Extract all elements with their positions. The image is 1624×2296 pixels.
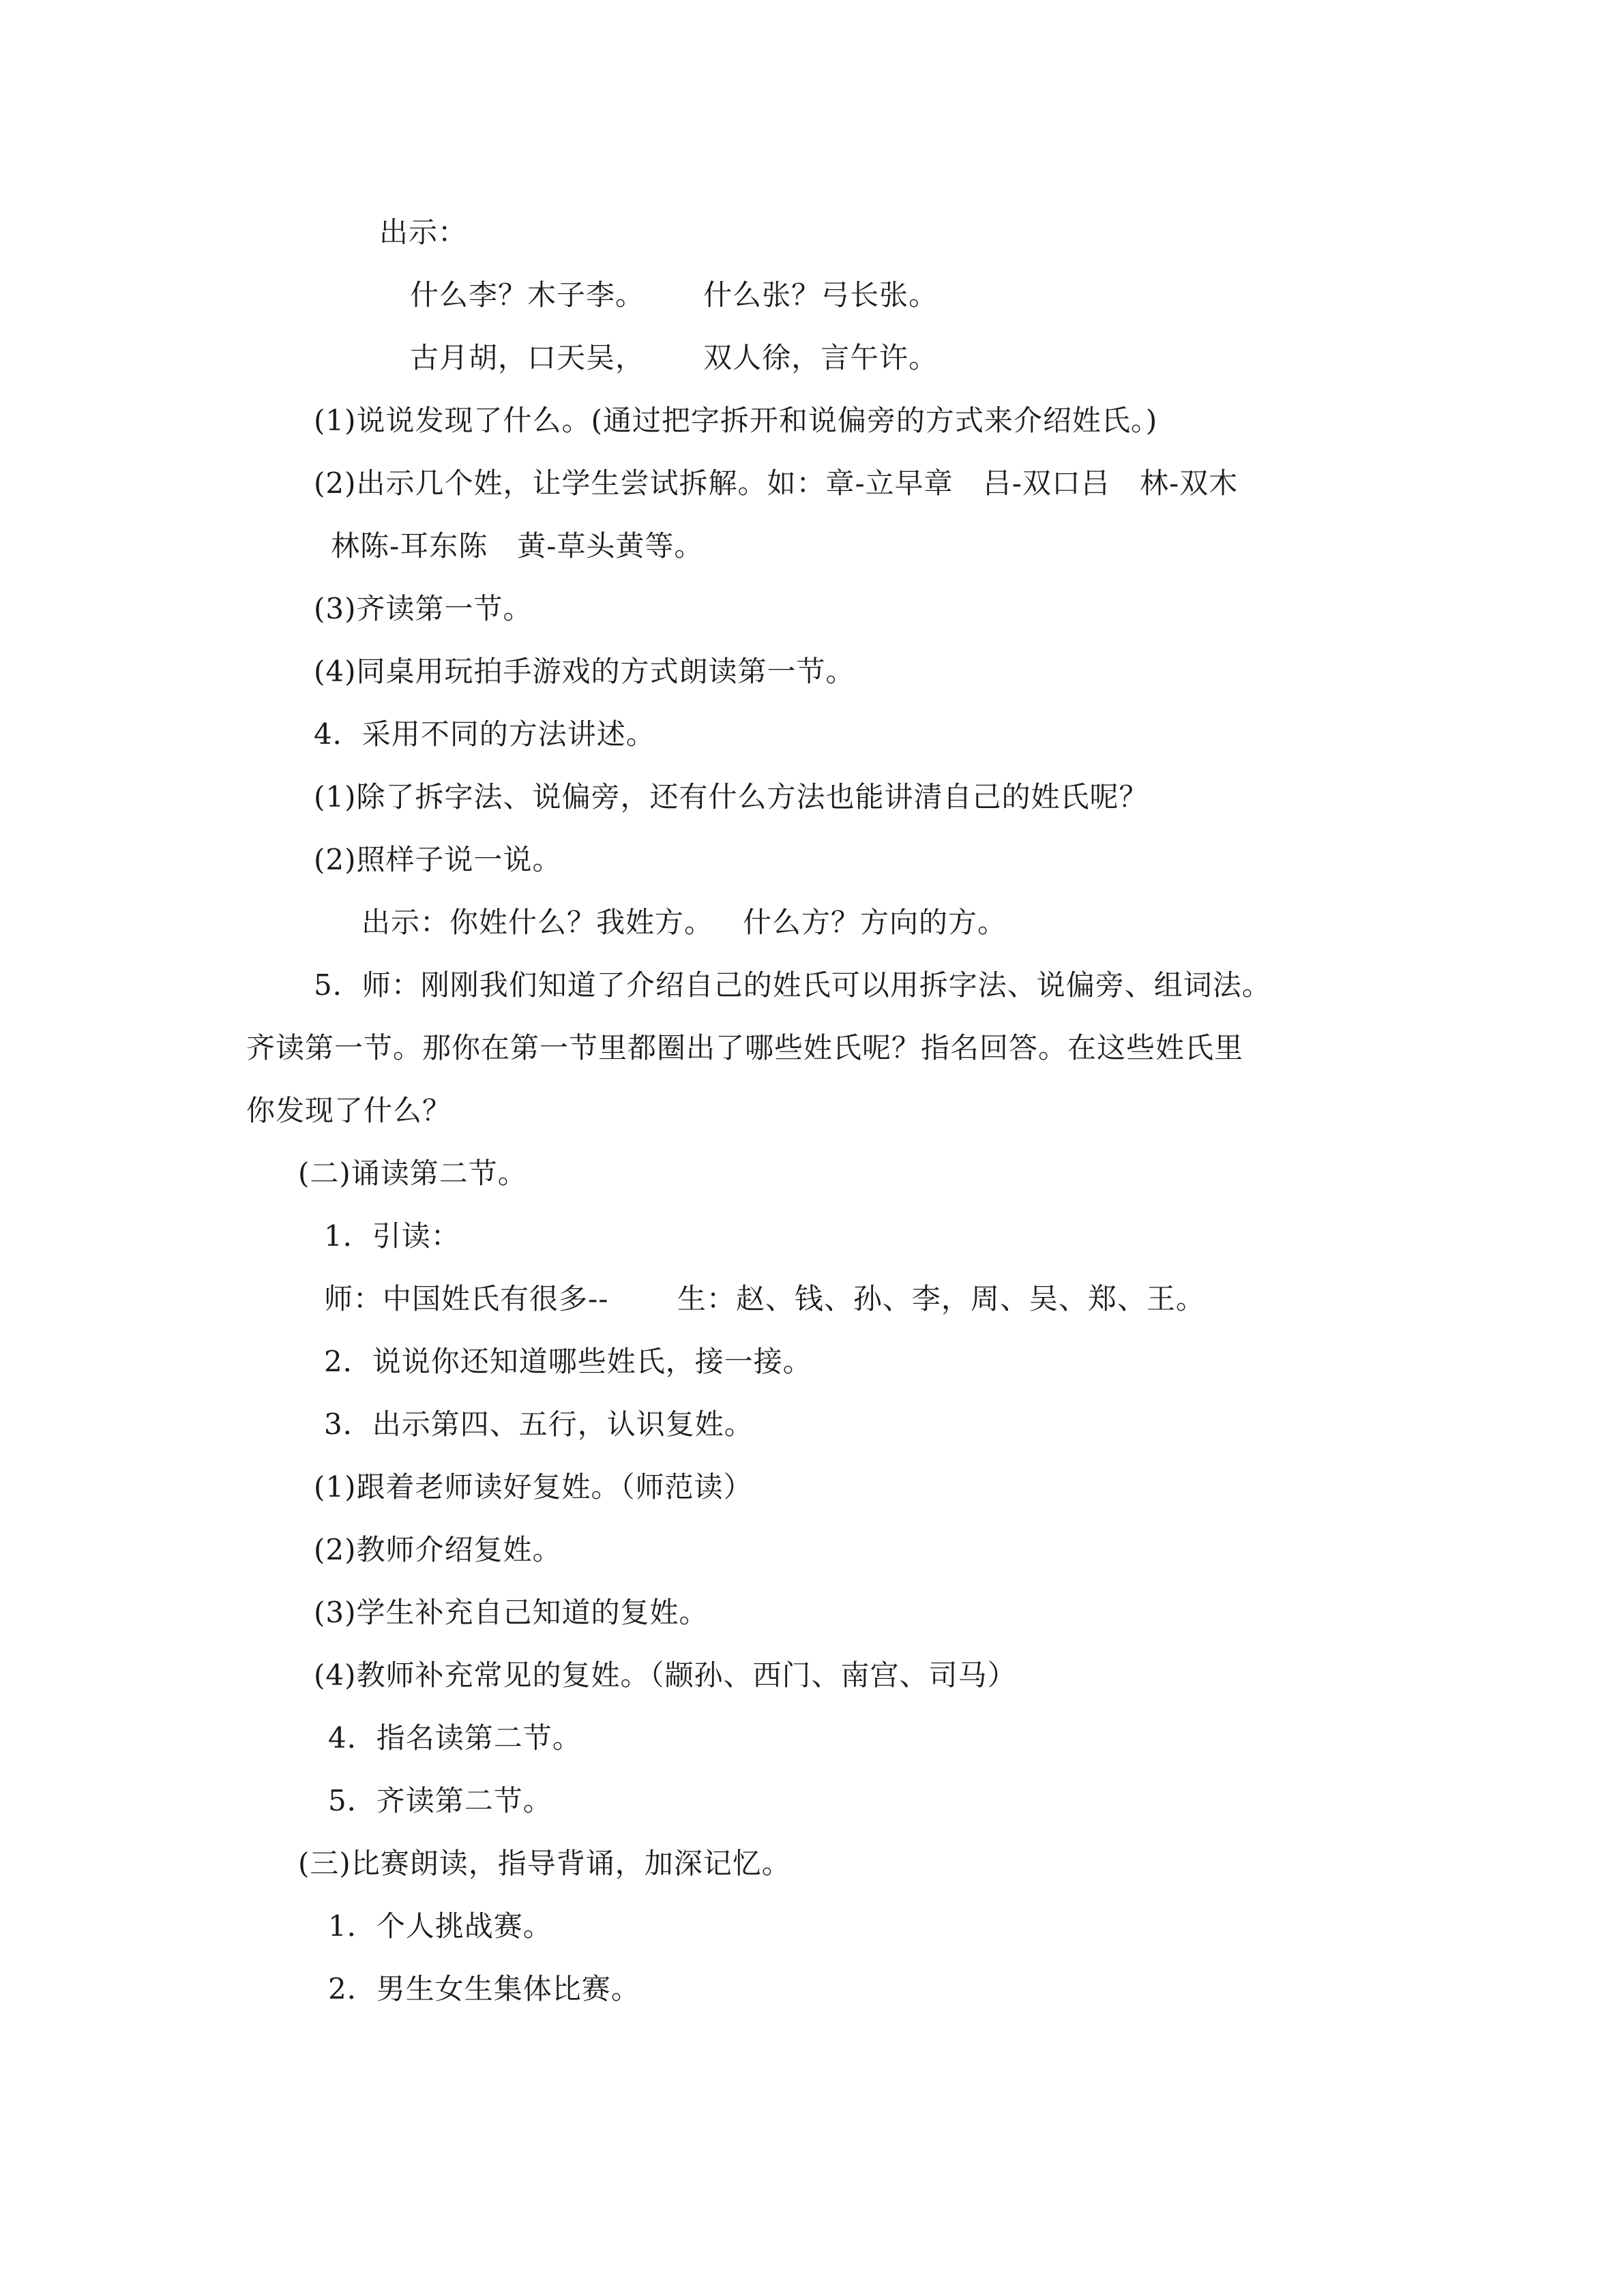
text-line: (二)诵读第二节。	[298, 1157, 527, 1190]
text-line: 什么李？木子李。 什么张？弓长张。	[410, 278, 939, 312]
text-line: (3)学生补充自己知道的复姓。	[314, 1596, 709, 1629]
text-line: 3．出示第四、五行，认识复姓。	[324, 1407, 754, 1441]
text-line: 2．说说你还知道哪些姓氏，接一接。	[324, 1345, 812, 1378]
text-line: (4)教师补充常见的复姓。（颛孙、西门、南宫、司马）	[314, 1658, 1017, 1692]
text-line: 2．男生女生集体比赛。	[328, 1972, 640, 2006]
text-line: (2)照样子说一说。	[314, 843, 562, 876]
text-line: 林陈-耳东陈 黄-草头黄等。	[331, 529, 704, 563]
text-line: 1．个人挑战赛。	[328, 1909, 552, 1943]
text-line: 古月胡，口天吴， 双人徐，言午许。	[410, 341, 939, 374]
text-line: 4．指名读第二节。	[328, 1721, 582, 1755]
text-line: (4)同桌用玩拍手游戏的方式朗读第一节。	[314, 655, 855, 688]
text-line: 你发现了什么？	[246, 1094, 452, 1127]
text-line: 5．齐读第二节。	[328, 1784, 552, 1817]
text-line: (2)教师介绍复姓。	[314, 1533, 562, 1566]
text-line: 1．引读：	[324, 1219, 460, 1253]
text-line: (1)跟着老师读好复姓。（师范读）	[314, 1470, 753, 1504]
text-line: (2)出示几个姓，让学生尝试拆解。如：章-立早章 吕-双口吕 林-双木	[314, 466, 1239, 500]
text-line: 齐读第一节。那你在第一节里都圈出了哪些姓氏呢？指名回答。在这些姓氏里	[246, 1031, 1244, 1064]
text-line: 出示：	[379, 215, 468, 249]
text-line: 4．采用不同的方法讲述。	[314, 717, 655, 751]
text-line: 出示：你姓什么？我姓方。 什么方？方向的方。	[361, 906, 1007, 939]
text-line: (1)除了拆字法、说偏旁，还有什么方法也能讲清自己的姓氏呢？	[314, 780, 1149, 814]
text-line: (3)齐读第一节。	[314, 592, 533, 625]
text-line: (1)说说发现了什么。(通过把字拆开和说偏旁的方式来介绍姓氏。)	[314, 404, 1158, 437]
text-line: 师：中国姓氏有很多-- 生：赵、钱、孙、李，周、吴、郑、王。	[324, 1282, 1205, 1315]
text-line: (三)比赛朗读，指导背诵，加深记忆。	[298, 1847, 791, 1880]
text-line: 5．师：刚刚我们知道了介绍自己的姓氏可以用拆字法、说偏旁、组词法。	[314, 968, 1271, 1002]
